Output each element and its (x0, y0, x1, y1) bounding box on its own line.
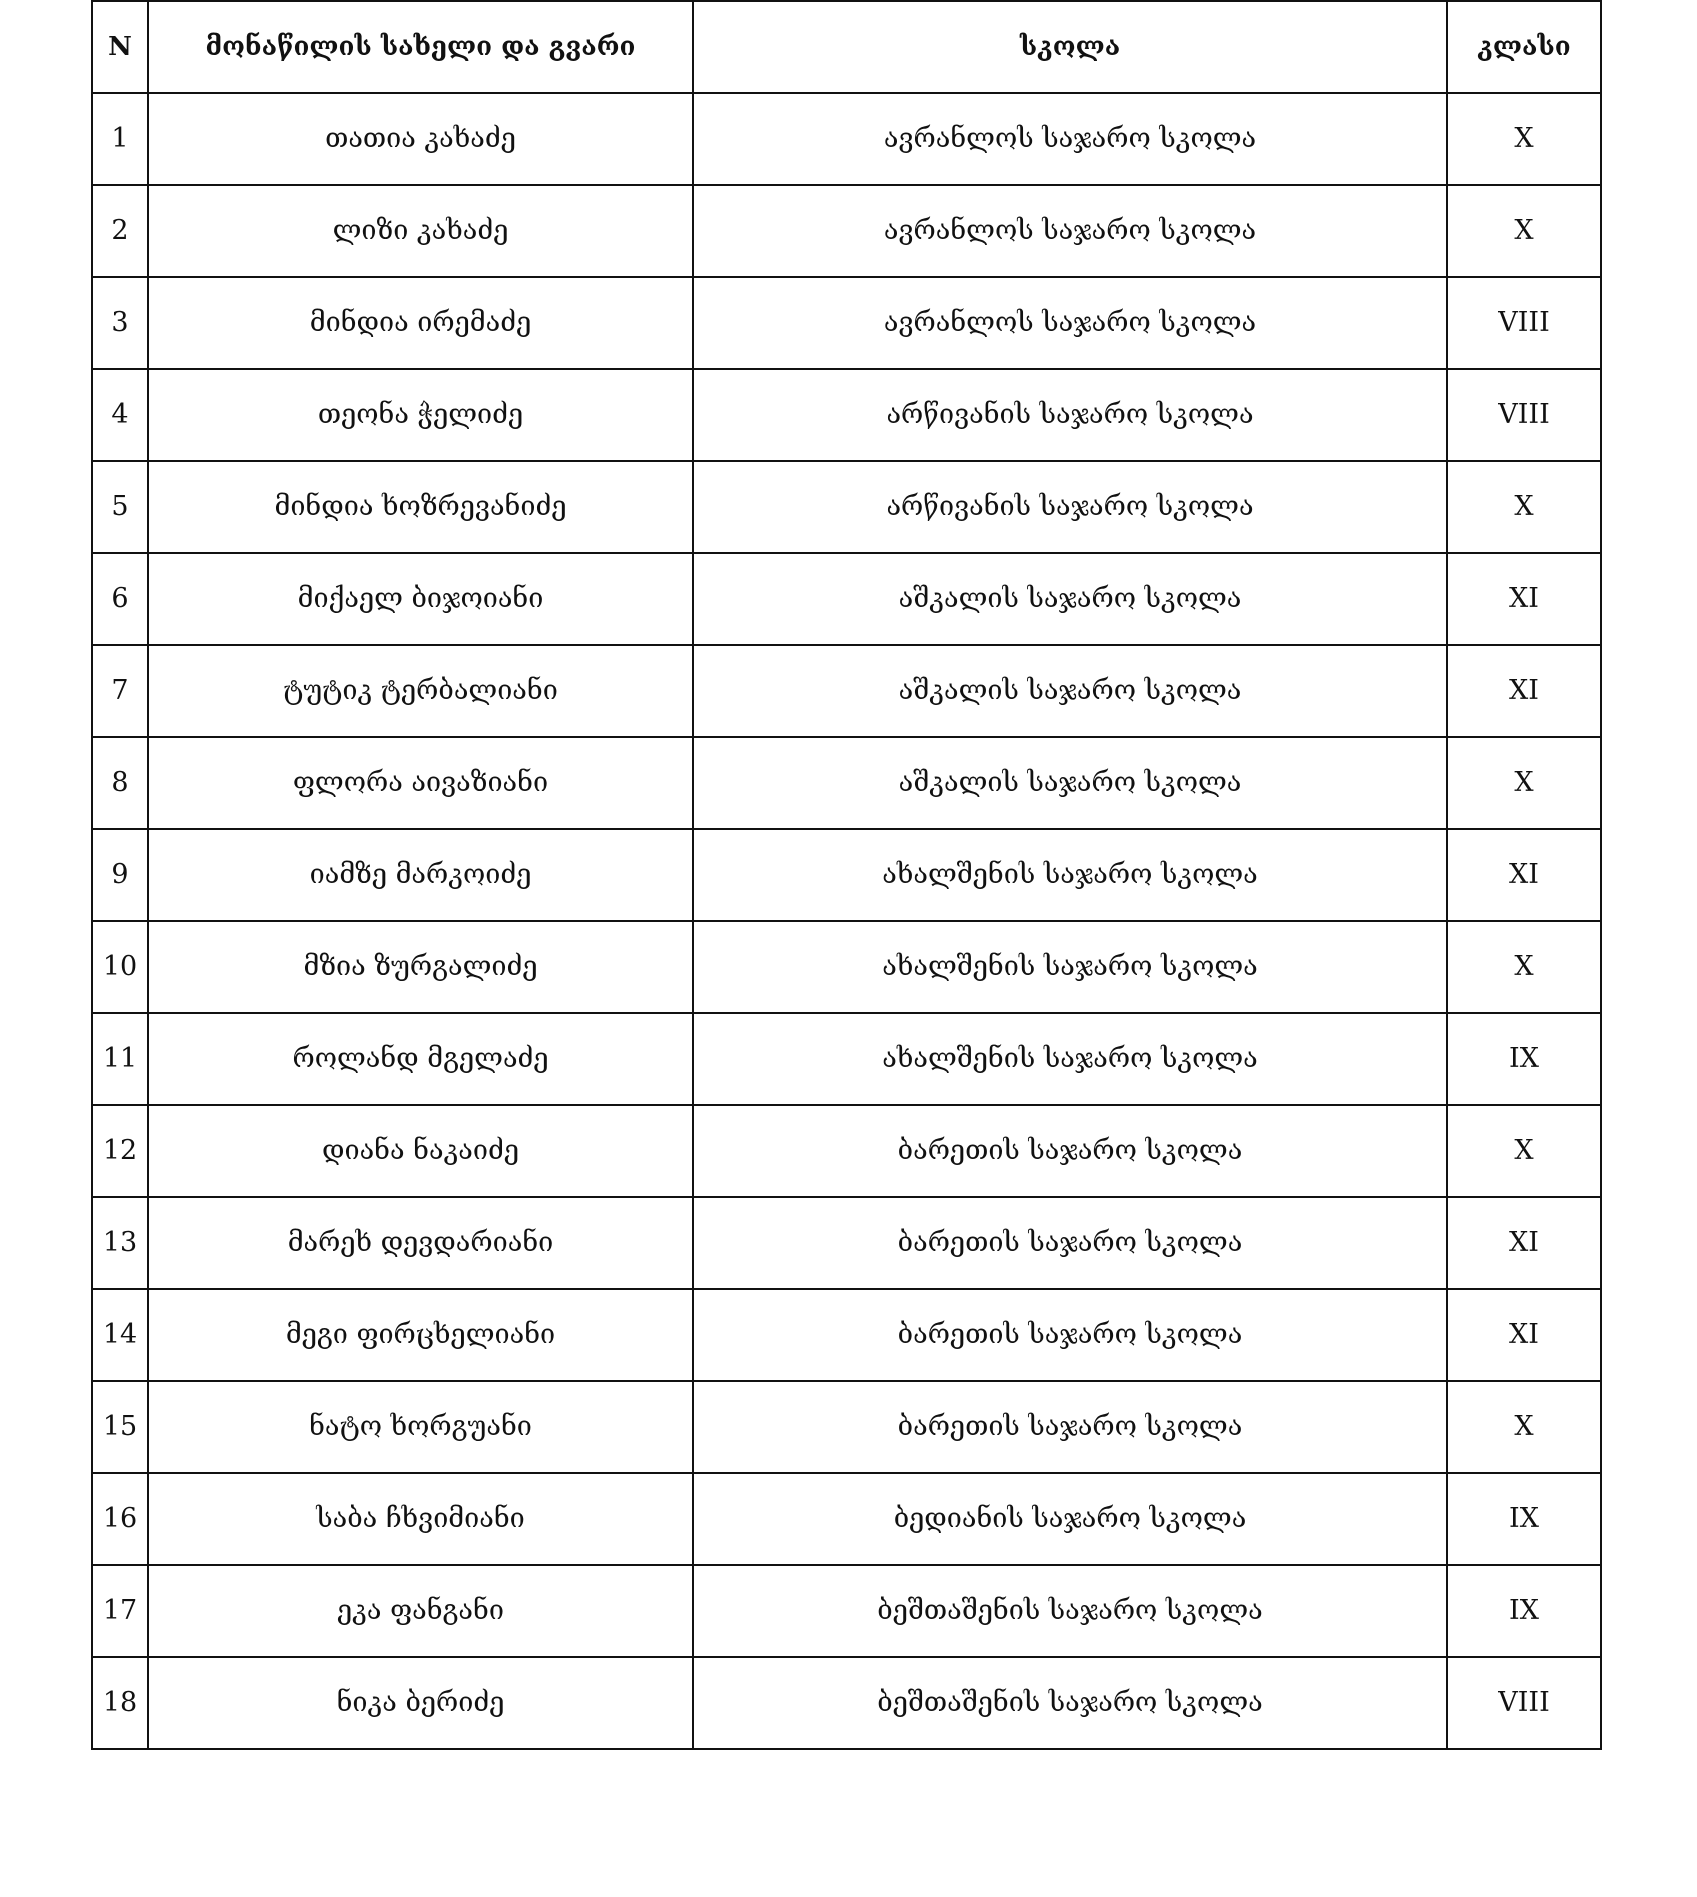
grade: VIII (1447, 1657, 1601, 1749)
school-name: ახალშენის საჯარო სკოლა (693, 1013, 1447, 1105)
grade: VIII (1447, 369, 1601, 461)
school-name: ბედიანის საჯარო სკოლა (693, 1473, 1447, 1565)
table-body (92, 93, 1601, 1749)
participant-name: მარეხ დევდარიანი (148, 1197, 693, 1289)
row-number: 7 (92, 645, 148, 737)
participant-name: მიქაელ ბიჯოიანი (148, 553, 693, 645)
header-school: სკოლა (693, 1, 1447, 93)
table-row (92, 277, 1601, 369)
participant-name: ფლორა აივაზიანი (148, 737, 693, 829)
grade: X (1447, 1381, 1601, 1473)
row-number: 5 (92, 461, 148, 553)
participant-name: ნიკა ბერიძე (148, 1657, 693, 1749)
school-name: აშკალის საჯარო სკოლა (693, 645, 1447, 737)
school-name: ბეშთაშენის საჯარო სკოლა (693, 1657, 1447, 1749)
row-number: 16 (92, 1473, 148, 1565)
table-row (92, 369, 1601, 461)
row-number: 4 (92, 369, 148, 461)
school-name: ბარეთის საჯარო სკოლა (693, 1105, 1447, 1197)
grade: X (1447, 1105, 1601, 1197)
participant-name: იამზე მარკოიძე (148, 829, 693, 921)
school-name: ბარეთის საჯარო სკოლა (693, 1381, 1447, 1473)
school-name: ახალშენის საჯარო სკოლა (693, 921, 1447, 1013)
table-row (92, 553, 1601, 645)
table-row (92, 921, 1601, 1013)
grade: X (1447, 921, 1601, 1013)
row-number: 10 (92, 921, 148, 1013)
row-number: 18 (92, 1657, 148, 1749)
row-number: 2 (92, 185, 148, 277)
school-name: აშკალის საჯარო სკოლა (693, 737, 1447, 829)
table-row (92, 1013, 1601, 1105)
table-header (92, 1, 1601, 93)
header-grade: კლასი (1447, 1, 1601, 93)
table-row (92, 1657, 1601, 1749)
participant-name: ნატო ხორგუანი (148, 1381, 693, 1473)
grade: XI (1447, 1197, 1601, 1289)
participant-name: მინდია ხოზრევანიძე (148, 461, 693, 553)
participants-document (91, 0, 1600, 1750)
participant-name: როლანდ მგელაძე (148, 1013, 693, 1105)
school-name: ავრანლოს საჯარო სკოლა (693, 93, 1447, 185)
table-row (92, 1289, 1601, 1381)
grade: IX (1447, 1565, 1601, 1657)
row-number: 3 (92, 277, 148, 369)
table-row (92, 461, 1601, 553)
participant-name: თეონა ჭელიძე (148, 369, 693, 461)
row-number: 13 (92, 1197, 148, 1289)
participant-name: მზია ზურგალიძე (148, 921, 693, 1013)
table-row (92, 829, 1601, 921)
school-name: ბარეთის საჯარო სკოლა (693, 1289, 1447, 1381)
grade: IX (1447, 1473, 1601, 1565)
participant-name: თათია კახაძე (148, 93, 693, 185)
grade: XI (1447, 645, 1601, 737)
grade: X (1447, 737, 1601, 829)
participant-name: მეგი ფირცხელიანი (148, 1289, 693, 1381)
header-number: N (92, 1, 148, 93)
grade: XI (1447, 553, 1601, 645)
grade: IX (1447, 1013, 1601, 1105)
table-row (92, 1105, 1601, 1197)
row-number: 15 (92, 1381, 148, 1473)
school-name: ავრანლოს საჯარო სკოლა (693, 185, 1447, 277)
grade: VIII (1447, 277, 1601, 369)
participant-name: მინდია ირემაძე (148, 277, 693, 369)
row-number: 9 (92, 829, 148, 921)
header-row (92, 1, 1601, 93)
school-name: არწივანის საჯარო სკოლა (693, 461, 1447, 553)
row-number: 11 (92, 1013, 148, 1105)
participant-name: ეკა ფანგანი (148, 1565, 693, 1657)
table-row (92, 1473, 1601, 1565)
table-row (92, 185, 1601, 277)
participants-table (91, 0, 1602, 1750)
header-participant-name: მონაწილის სახელი და გვარი (148, 1, 693, 93)
row-number: 8 (92, 737, 148, 829)
school-name: არწივანის საჯარო სკოლა (693, 369, 1447, 461)
row-number: 14 (92, 1289, 148, 1381)
grade: XI (1447, 1289, 1601, 1381)
table-row (92, 1197, 1601, 1289)
row-number: 1 (92, 93, 148, 185)
table-row (92, 1381, 1601, 1473)
school-name: ავრანლოს საჯარო სკოლა (693, 277, 1447, 369)
participant-name: დიანა ნაკაიძე (148, 1105, 693, 1197)
table-row (92, 737, 1601, 829)
grade: X (1447, 93, 1601, 185)
row-number: 6 (92, 553, 148, 645)
row-number: 12 (92, 1105, 148, 1197)
row-number: 17 (92, 1565, 148, 1657)
school-name: აშკალის საჯარო სკოლა (693, 553, 1447, 645)
school-name: ბარეთის საჯარო სკოლა (693, 1197, 1447, 1289)
grade: X (1447, 185, 1601, 277)
participant-name: ლიზი კახაძე (148, 185, 693, 277)
table-row (92, 93, 1601, 185)
grade: X (1447, 461, 1601, 553)
participant-name: საბა ჩხვიმიანი (148, 1473, 693, 1565)
table-row (92, 645, 1601, 737)
grade: XI (1447, 829, 1601, 921)
participant-name: ტუტიკ ტერბალიანი (148, 645, 693, 737)
school-name: ახალშენის საჯარო სკოლა (693, 829, 1447, 921)
school-name: ბეშთაშენის საჯარო სკოლა (693, 1565, 1447, 1657)
table-row (92, 1565, 1601, 1657)
